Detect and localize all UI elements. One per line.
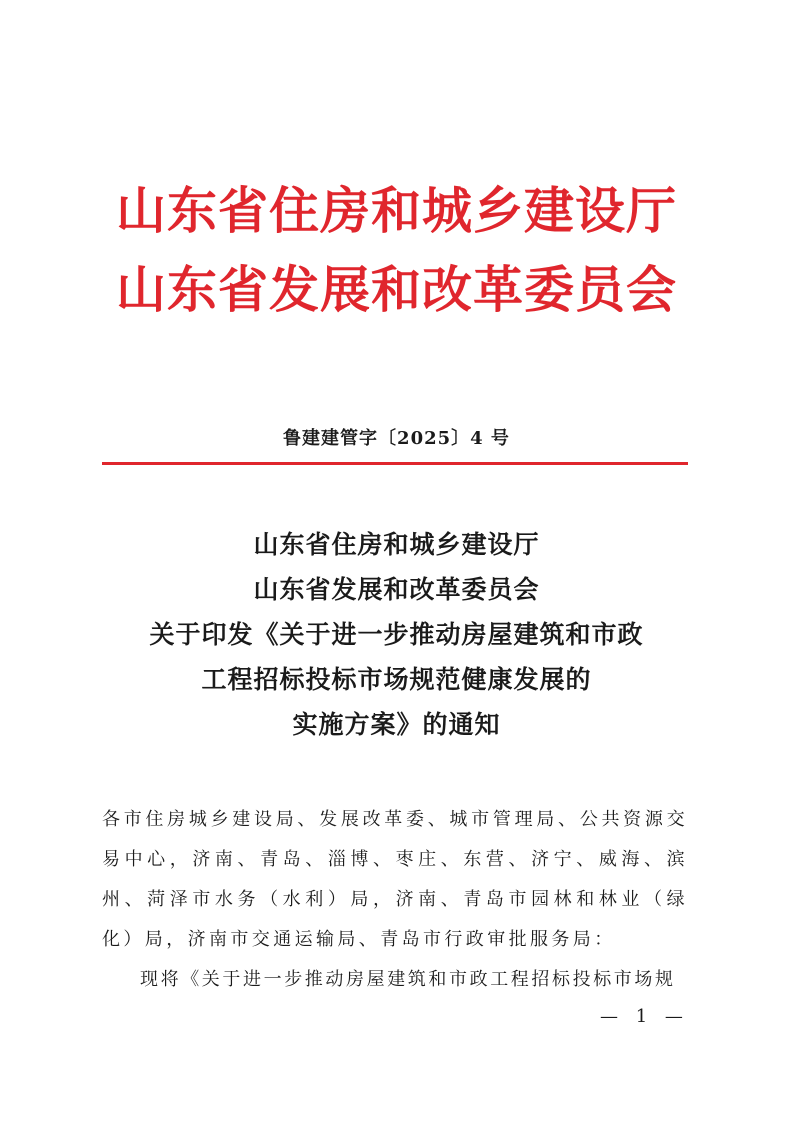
issuer-name-development-commission: 山东省发展和改革委员会 bbox=[116, 260, 677, 319]
document-number: 鲁建建管字〔2025〕4 号 bbox=[283, 428, 510, 449]
title-line: 山东省发展和改革委员会 bbox=[253, 575, 540, 604]
title-line: 实施方案》的通知 bbox=[292, 710, 501, 739]
recipients-paragraph: 各市住房城乡建设局、发展改革委、城市管理局、公共资源交易中心，济南、青岛、淄博、枣庄、东营、济宁、威海、滨州、菏泽市水务（水利）局，济南、青岛市园林和林业（绿化）局，济南市交通运输局、青岛市行政审批服务局： bbox=[102, 809, 688, 950]
body-paragraph: 现将《关于进一步推动房屋建筑和市政工程招标投标市场规 bbox=[140, 969, 676, 990]
red-separator-line bbox=[102, 462, 688, 465]
page-number: — 1 — bbox=[600, 1006, 689, 1027]
title-line: 工程招标投标市场规范健康发展的 bbox=[201, 665, 592, 694]
issuer-name-housing-department: 山东省住房和城乡建设厅 bbox=[116, 181, 677, 240]
title-line: 关于印发《关于进一步推动房屋建筑和市政 bbox=[149, 620, 644, 649]
title-line: 山东省住房和城乡建设厅 bbox=[253, 530, 540, 559]
document-title bbox=[0, 522, 793, 747]
